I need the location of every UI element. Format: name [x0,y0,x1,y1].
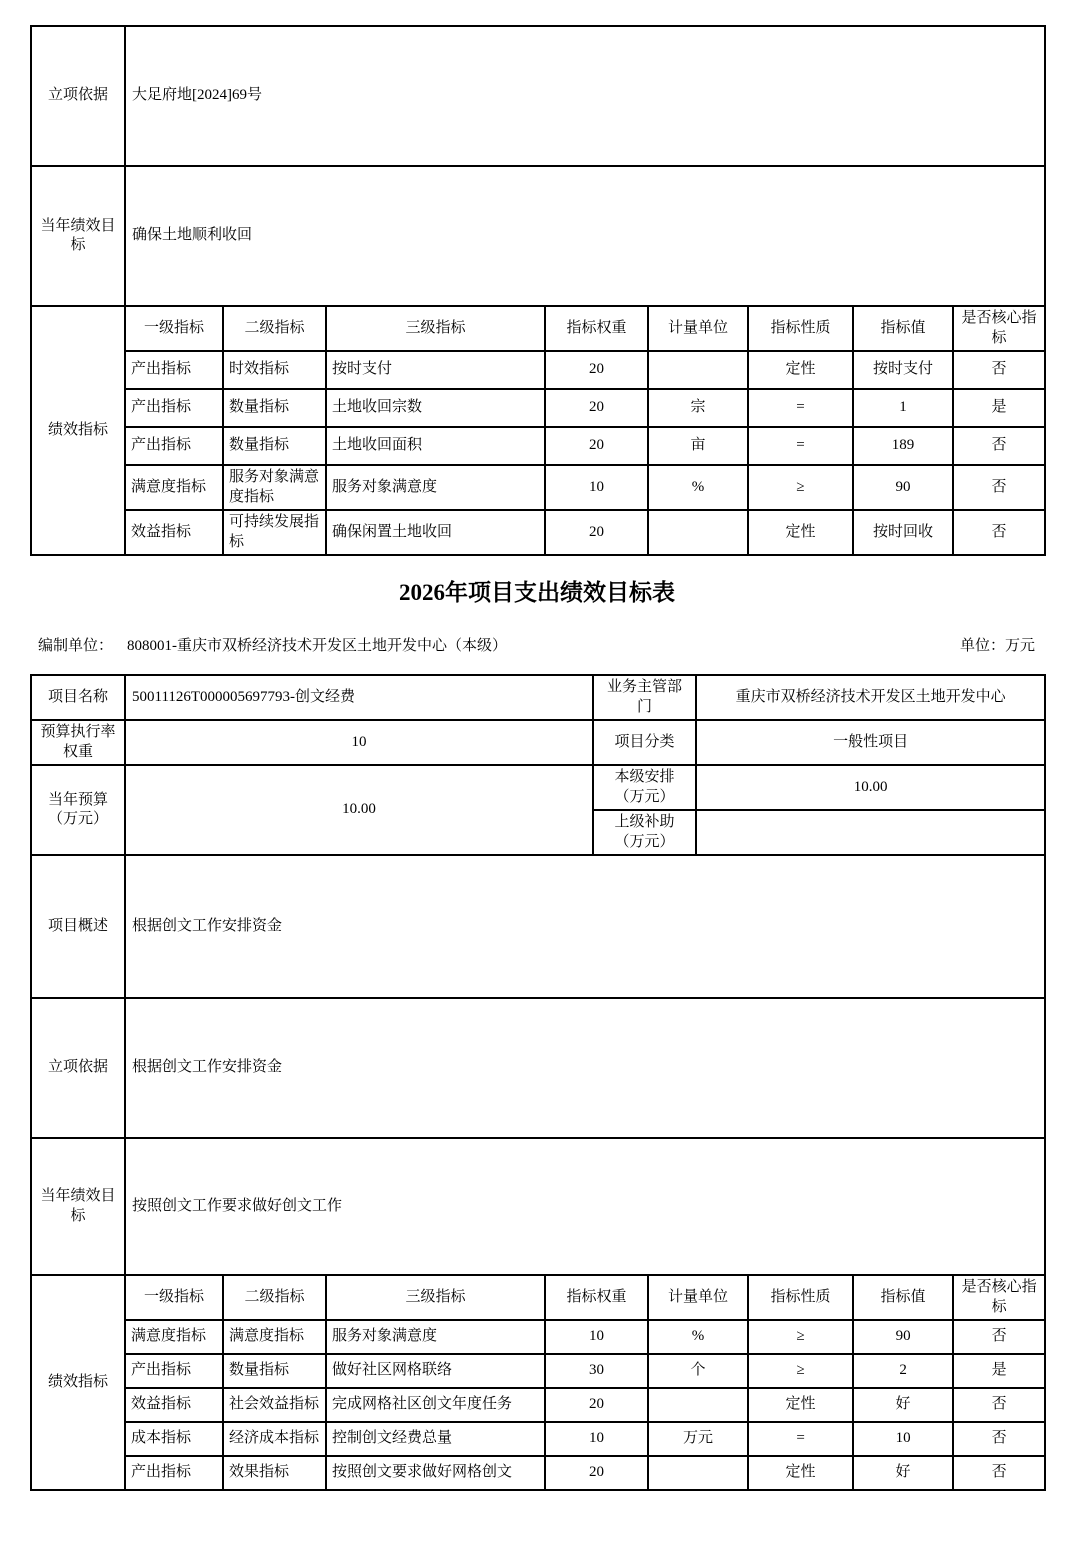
indicator-cell: 否 [953,1320,1045,1354]
indicator-cell: 是 [953,389,1045,427]
table-row [31,998,1045,1138]
table1-body [31,26,1045,555]
indicator-cell: 1 [853,389,953,427]
indicator-cell: 宗 [648,389,748,427]
table-row [31,26,1045,166]
indicator-cell: 确保闲置土地收回 [326,510,545,555]
indicator-cell: 服务对象满意度 [326,465,545,510]
indicator-cell: 定性 [748,351,853,389]
table2-body [31,675,1045,1490]
t2-local-arrangement-label: 本级安排 （万元） [593,765,696,810]
indicator-cell: 20 [545,389,648,427]
indicator-cell: = [748,1422,853,1456]
indicator-cell: 2 [853,1354,953,1388]
indicator-row [31,1354,1045,1388]
t2-superior-subsidy-value [696,810,1045,855]
indicator-cell: 90 [853,1320,953,1354]
indicator-cell: 完成网格社区创文年度任务 [326,1388,545,1422]
indicator-cell: 个 [648,1354,748,1388]
t1-annual-target-value: 确保土地顺利收回 [125,166,1045,306]
indicator-row [31,351,1045,389]
t2-header-level1: 一级指标 [125,1275,223,1320]
indicator-cell: 做好社区网格联络 [326,1354,545,1388]
table-row [31,166,1045,306]
indicator-cell: 否 [953,427,1045,465]
indicator-cell: 定性 [748,1456,853,1490]
t2-indicators-label: 绩效指标 [31,1275,125,1490]
indicator-cell: = [748,427,853,465]
indicator-row [31,1320,1045,1354]
t2-overview-label: 项目概述 [31,855,125,998]
indicator-cell [648,510,748,555]
indicator-cell [648,1388,748,1422]
indicator-cell: 好 [853,1388,953,1422]
t1-header-value: 指标值 [853,306,953,351]
t2-project-name-label: 项目名称 [31,675,125,720]
indicator-row [31,427,1045,465]
indicator-cell: 20 [545,427,648,465]
indicator-row [31,510,1045,555]
t2-exec-rate-label: 预算执行率 权重 [31,720,125,765]
t2-overview-value: 根据创文工作安排资金 [125,855,1045,998]
indicator-header-row [31,1275,1045,1320]
indicator-cell: 否 [953,351,1045,389]
t2-approval-basis-value: 根据创文工作安排资金 [125,998,1045,1138]
indicator-cell: 是 [953,1354,1045,1388]
indicator-cell: 时效指标 [223,351,326,389]
indicator-cell: 按照创文要求做好网格创文 [326,1456,545,1490]
indicator-cell: 20 [545,1456,648,1490]
t1-header-level1: 一级指标 [125,306,223,351]
t2-header-level2: 二级指标 [223,1275,326,1320]
document-sheet [0,25,1074,1491]
indicator-cell: 服务对象满意度 [326,1320,545,1354]
indicator-cell: 按时支付 [853,351,953,389]
table-row [31,1138,1045,1275]
indicator-cell: 30 [545,1354,648,1388]
t2-annual-target-label: 当年绩效目 标 [31,1138,125,1275]
indicator-cell: 否 [953,1456,1045,1490]
t2-category-value: 一般性项目 [696,720,1045,765]
indicator-cell: 控制创文经费总量 [326,1422,545,1456]
indicator-cell: 好 [853,1456,953,1490]
indicator-cell: 产出指标 [125,351,223,389]
t2-annual-target-value: 按照创文工作要求做好创文工作 [125,1138,1045,1275]
indicator-cell: 产出指标 [125,389,223,427]
t1-header-unit: 计量单位 [648,306,748,351]
t1-header-level2: 二级指标 [223,306,326,351]
indicator-cell: 满意度指标 [223,1320,326,1354]
meta-line [30,634,1044,654]
indicator-cell: 产出指标 [125,1354,223,1388]
indicator-cell: ≥ [748,465,853,510]
indicator-cell: 10 [853,1422,953,1456]
t2-header-core: 是否核心指 标 [953,1275,1045,1320]
t2-category-label: 项目分类 [593,720,696,765]
indicator-cell: 满意度指标 [125,1320,223,1354]
indicator-row [31,1388,1045,1422]
indicator-cell: 效益指标 [125,510,223,555]
t1-indicators-label: 绩效指标 [31,306,125,555]
t1-approval-basis-value: 大足府地[2024]69号 [125,26,1045,166]
indicator-cell: 189 [853,427,953,465]
t2-annual-budget-label: 当年预算 （万元） [31,765,125,855]
t1-approval-basis-label: 立项依据 [31,26,125,166]
indicator-cell: 90 [853,465,953,510]
table-row [31,675,1045,720]
indicator-row [31,389,1045,427]
prepared-by-label: 编制单位： [38,638,114,654]
indicator-cell: 20 [545,1388,648,1422]
t2-approval-basis-label: 立项依据 [31,998,125,1138]
indicator-cell [648,351,748,389]
t1-header-core: 是否核心指 标 [953,306,1045,351]
t2-local-arrangement-value: 10.00 [696,765,1045,810]
unit-label: 单位：万元 [959,638,1035,654]
table-row [31,855,1045,998]
t2-header-value: 指标值 [853,1275,953,1320]
indicator-cell: 10 [545,465,648,510]
t1-header-level3: 三级指标 [326,306,545,351]
indicator-cell: 数量指标 [223,389,326,427]
indicator-cell: 万元 [648,1422,748,1456]
indicator-cell: 定性 [748,1388,853,1422]
indicator-cell: % [648,465,748,510]
indicator-cell: 可持续发展指标 [223,510,326,555]
indicator-cell: % [648,1320,748,1354]
indicator-cell: 产出指标 [125,427,223,465]
indicator-cell: 土地收回面积 [326,427,545,465]
indicator-cell: 土地收回宗数 [326,389,545,427]
indicator-cell: 否 [953,510,1045,555]
indicator-header-row [31,306,1045,351]
indicator-cell: 按时支付 [326,351,545,389]
t1-annual-target-label: 当年绩效目 标 [31,166,125,306]
indicator-cell: 数量指标 [223,427,326,465]
t1-header-nature: 指标性质 [748,306,853,351]
indicator-cell: 产出指标 [125,1456,223,1490]
indicator-cell: 效益指标 [125,1388,223,1422]
indicator-cell: 服务对象满意度指标 [223,465,326,510]
indicator-row [31,465,1045,510]
table-row [31,720,1045,765]
indicator-cell: 20 [545,510,648,555]
indicator-cell: 经济成本指标 [223,1422,326,1456]
t1-header-weight: 指标权重 [545,306,648,351]
indicator-row [31,1422,1045,1456]
prepared-by-value: 808001-重庆市双桥经济技术开发区土地开发中心（本级） [127,638,508,654]
t2-dept-value: 重庆市双桥经济技术开发区土地开发中心 [696,675,1045,720]
indicator-cell: 效果指标 [223,1456,326,1490]
indicator-cell: 成本指标 [125,1422,223,1456]
prepared-by [38,634,507,655]
t2-header-nature: 指标性质 [748,1275,853,1320]
t2-header-level3: 三级指标 [326,1275,545,1320]
indicator-cell: 否 [953,465,1045,510]
performance-table-2 [30,674,1046,1491]
t2-annual-budget-value: 10.00 [125,765,593,855]
indicator-cell [648,1456,748,1490]
indicator-cell: 数量指标 [223,1354,326,1388]
indicator-cell: = [748,389,853,427]
indicator-cell: 定性 [748,510,853,555]
table-row [31,765,1045,810]
indicator-cell: 20 [545,351,648,389]
indicator-cell: ≥ [748,1354,853,1388]
t2-dept-label: 业务主管部 门 [593,675,696,720]
indicator-cell: 社会效益指标 [223,1388,326,1422]
page-title: 2026年项目支出绩效目标表 [399,580,675,605]
indicator-cell: ≥ [748,1320,853,1354]
indicator-cell: 否 [953,1388,1045,1422]
indicator-cell: 10 [545,1320,648,1354]
t2-header-weight: 指标权重 [545,1275,648,1320]
indicator-cell: 10 [545,1422,648,1456]
indicator-cell: 满意度指标 [125,465,223,510]
indicator-row [31,1456,1045,1490]
indicator-cell: 亩 [648,427,748,465]
t2-superior-subsidy-label: 上级补助 （万元） [593,810,696,855]
indicator-cell: 否 [953,1422,1045,1456]
indicator-cell: 按时回收 [853,510,953,555]
performance-table-1 [30,25,1046,556]
t2-header-unit: 计量单位 [648,1275,748,1320]
t2-project-name-value: 50011126T000005697793-创文经费 [125,675,593,720]
t2-exec-rate-value: 10 [125,720,593,765]
